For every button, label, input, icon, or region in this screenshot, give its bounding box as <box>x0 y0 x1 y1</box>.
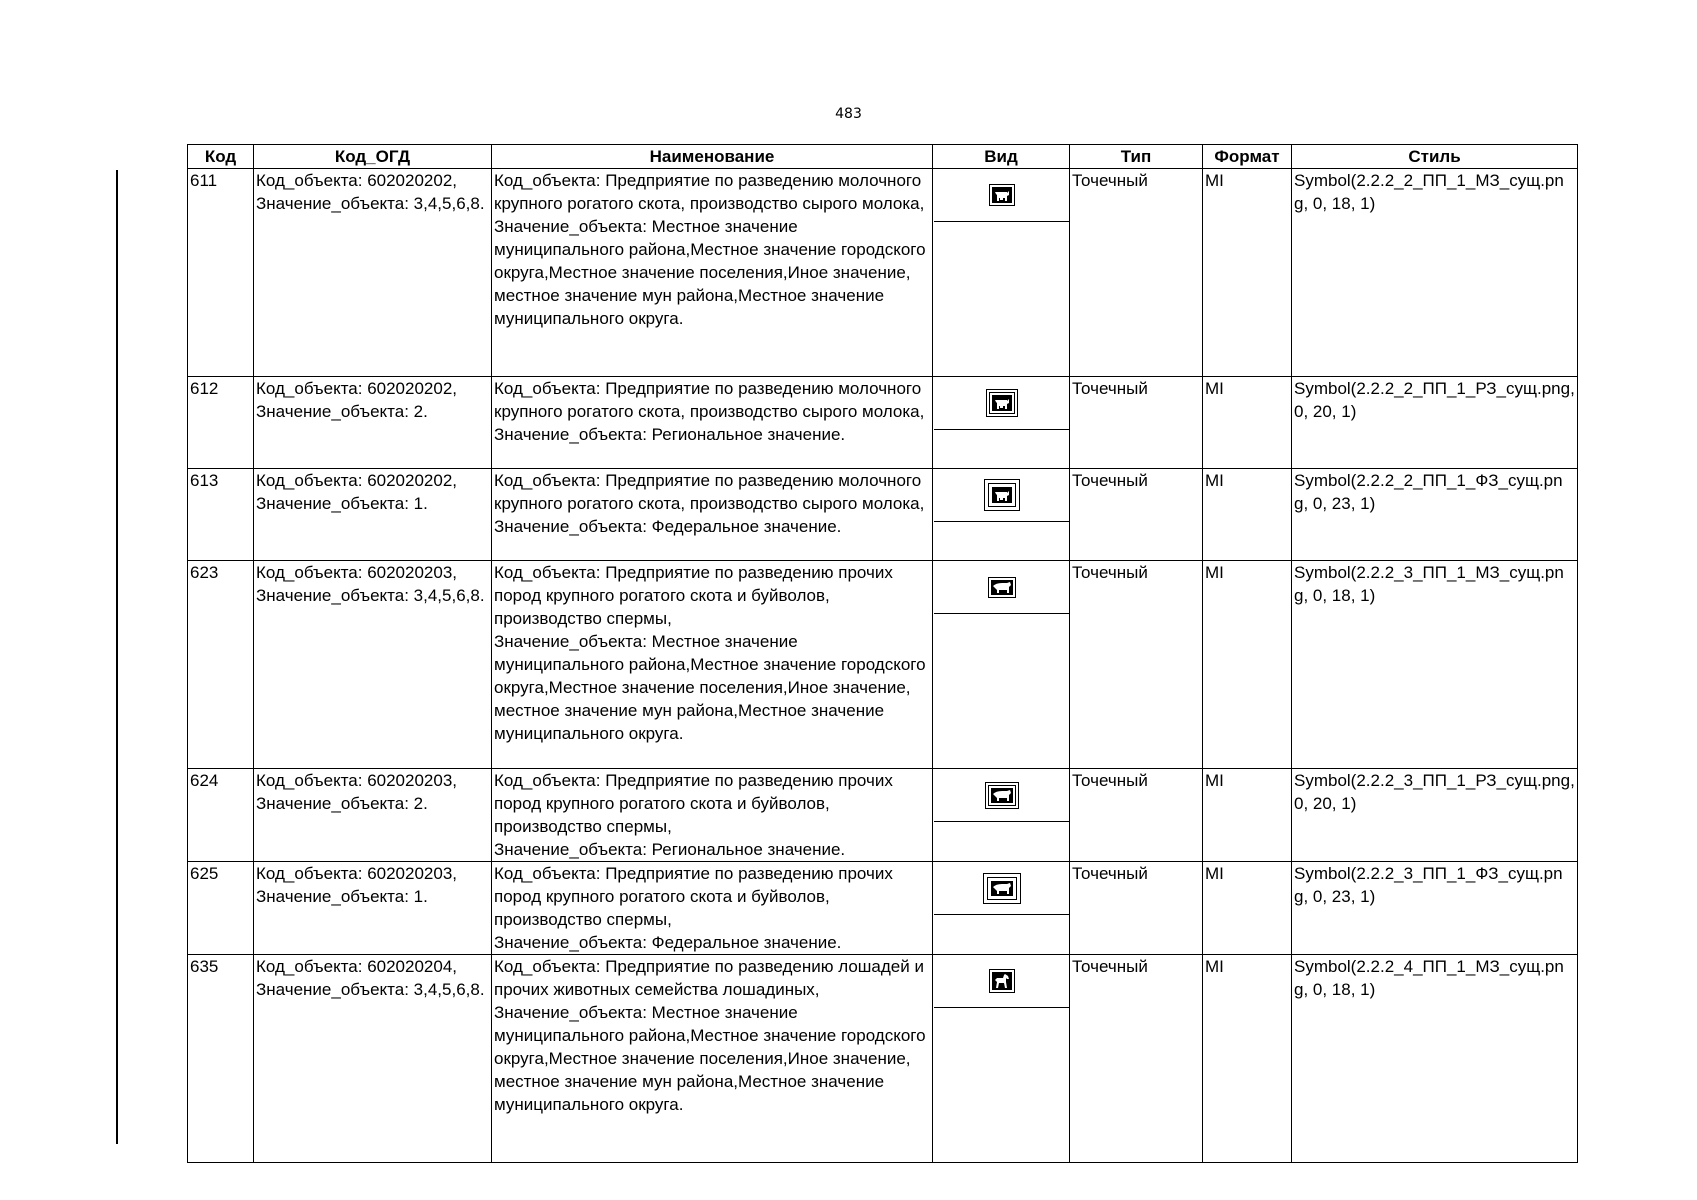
cell-code: 625 <box>188 862 254 955</box>
bull-icon <box>987 877 1017 900</box>
cell-code: 613 <box>188 469 254 561</box>
cell-view <box>933 955 1070 1163</box>
cell-name: Код_объекта: Предприятие по разведению молочного крупного рогатого скота, производство сырого молока, Значение_объекта: Региональное значение. <box>492 377 933 469</box>
cell-ogd: Код_объекта: 602020203, Значение_объекта: 1. <box>254 862 492 955</box>
dairy-cow-icon <box>989 184 1015 206</box>
cell-name: Код_объекта: Предприятие по разведению прочих пород крупного рогатого скота и буйволов, производство спермы, Значение_объекта: Федеральное значение. <box>492 862 933 955</box>
dairy-cow-icon <box>988 483 1016 507</box>
page-number: 483 <box>835 106 862 122</box>
cell-type: Точечный <box>1070 377 1203 469</box>
table-row <box>188 769 1578 862</box>
cell-code: 624 <box>188 769 254 862</box>
symbol-registry-table <box>187 144 1578 1163</box>
cell-type: Точечный <box>1070 561 1203 769</box>
cell-type: Точечный <box>1070 469 1203 561</box>
cell-format: MI <box>1203 469 1292 561</box>
cell-ogd: Код_объекта: 602020204, Значение_объекта: 3,4,5,6,8. <box>254 955 492 1163</box>
cell-ogd: Код_объекта: 602020202, Значение_объекта: 3,4,5,6,8. <box>254 169 492 377</box>
horse-icon <box>989 969 1015 993</box>
cell-type: Точечный <box>1070 169 1203 377</box>
cell-name: Код_объекта: Предприятие по разведению прочих пород крупного рогатого скота и буйволов, производство спермы, Значение_объекта: Местное значение муниципального района,Местное значение городского округа,Местное значение поселения,Иное значение, местное значение мун района,Местное значение муниципального округа. <box>492 561 933 769</box>
cell-format: MI <box>1203 169 1292 377</box>
table-row <box>188 561 1578 769</box>
header-name: Наименование <box>492 145 933 169</box>
cell-name: Код_объекта: Предприятие по разведению молочного крупного рогатого скота, производство сырого молока, Значение_объекта: Местное значение муниципального района,Местное значение городского округа,Местное значение поселения,Иное значение, местное значение мун района,Местное значение муниципального округа. <box>492 169 933 377</box>
cell-view <box>933 769 1070 862</box>
cell-view <box>933 561 1070 769</box>
cell-code: 635 <box>188 955 254 1163</box>
cell-code: 612 <box>188 377 254 469</box>
table-row <box>188 169 1578 377</box>
cell-type: Точечный <box>1070 862 1203 955</box>
bull-icon <box>988 577 1016 598</box>
cell-style: Symbol(2.2.2_2_ПП_1_ФЗ_сущ.png, 0, 23, 1) <box>1292 469 1578 561</box>
cell-ogd: Код_объекта: 602020203, Значение_объекта: 2. <box>254 769 492 862</box>
header-code: Код <box>188 145 254 169</box>
table-row <box>188 862 1578 955</box>
cell-style: Symbol(2.2.2_3_ПП_1_МЗ_сущ.png, 0, 18, 1) <box>1292 561 1578 769</box>
cell-format: MI <box>1203 769 1292 862</box>
header-view: Вид <box>933 145 1070 169</box>
cell-type: Точечный <box>1070 769 1203 862</box>
cell-type: Точечный <box>1070 955 1203 1163</box>
table-row <box>188 955 1578 1163</box>
dairy-cow-icon <box>989 392 1015 414</box>
table-header-row <box>188 145 1578 169</box>
cell-format: MI <box>1203 955 1292 1163</box>
cell-view <box>933 377 1070 469</box>
cell-view <box>933 862 1070 955</box>
cell-name: Код_объекта: Предприятие по разведению лошадей и прочих животных семейства лошадиных, Значение_объекта: Местное значение муниципального района,Местное значение городского округа,Местное значение поселения,Иное значение, местное значение мун района,Местное значение муниципального округа. <box>492 955 933 1163</box>
margin-line <box>116 170 118 1144</box>
cell-format: MI <box>1203 561 1292 769</box>
cell-ogd: Код_объекта: 602020202, Значение_объекта: 1. <box>254 469 492 561</box>
bull-icon <box>988 785 1016 806</box>
cell-name: Код_объекта: Предприятие по разведению молочного крупного рогатого скота, производство сырого молока, Значение_объекта: Федеральное значение. <box>492 469 933 561</box>
cell-code: 623 <box>188 561 254 769</box>
header-ogd: Код_ОГД <box>254 145 492 169</box>
cell-view <box>933 169 1070 377</box>
cell-format: MI <box>1203 377 1292 469</box>
cell-ogd: Код_объекта: 602020202, Значение_объекта: 2. <box>254 377 492 469</box>
cell-name: Код_объекта: Предприятие по разведению прочих пород крупного рогатого скота и буйволов, производство спермы, Значение_объекта: Региональное значение. <box>492 769 933 862</box>
cell-view <box>933 469 1070 561</box>
cell-format: MI <box>1203 862 1292 955</box>
cell-style: Symbol(2.2.2_2_ПП_1_РЗ_сущ.png, 0, 20, 1) <box>1292 377 1578 469</box>
cell-style: Symbol(2.2.2_3_ПП_1_РЗ_сущ.png, 0, 20, 1) <box>1292 769 1578 862</box>
cell-style: Symbol(2.2.2_2_ПП_1_МЗ_сущ.png, 0, 18, 1) <box>1292 169 1578 377</box>
cell-style: Symbol(2.2.2_3_ПП_1_ФЗ_сущ.png, 0, 23, 1) <box>1292 862 1578 955</box>
table-row <box>188 377 1578 469</box>
header-style: Стиль <box>1292 145 1578 169</box>
cell-code: 611 <box>188 169 254 377</box>
table-row <box>188 469 1578 561</box>
cell-style: Symbol(2.2.2_4_ПП_1_МЗ_сущ.png, 0, 18, 1) <box>1292 955 1578 1163</box>
header-type: Тип <box>1070 145 1203 169</box>
cell-ogd: Код_объекта: 602020203, Значение_объекта: 3,4,5,6,8. <box>254 561 492 769</box>
header-format: Формат <box>1203 145 1292 169</box>
